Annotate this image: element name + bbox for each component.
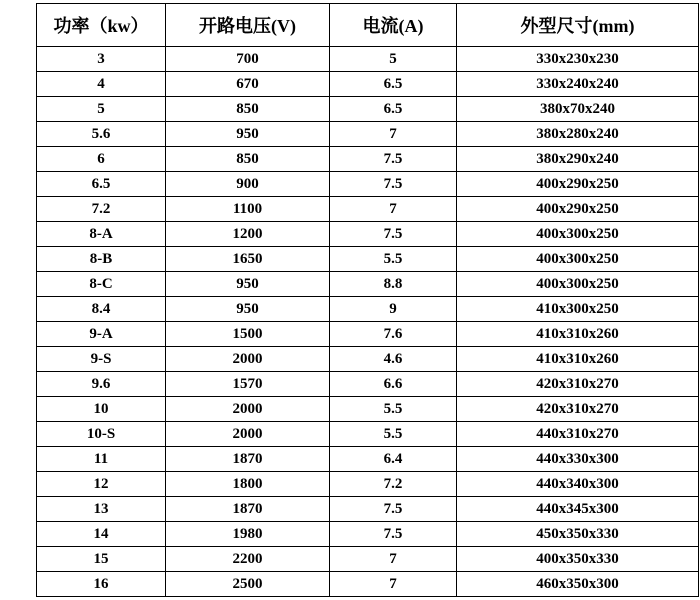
header-power: 功率（kw） <box>37 4 166 47</box>
cell-current: 6.6 <box>330 372 457 397</box>
cell-power: 10-S <box>37 422 166 447</box>
cell-voltage: 1980 <box>166 522 330 547</box>
table-body <box>37 47 699 597</box>
cell-current: 9 <box>330 297 457 322</box>
cell-dimensions: 380x280x240 <box>457 122 699 147</box>
cell-current: 6.5 <box>330 72 457 97</box>
table-row <box>37 72 699 97</box>
cell-dimensions: 440x340x300 <box>457 472 699 497</box>
cell-dimensions: 400x290x250 <box>457 172 699 197</box>
cell-current: 5 <box>330 47 457 72</box>
table-row <box>37 472 699 497</box>
cell-power: 13 <box>37 497 166 522</box>
cell-dimensions: 410x310x260 <box>457 322 699 347</box>
cell-power: 8.4 <box>37 297 166 322</box>
cell-dimensions: 400x300x250 <box>457 247 699 272</box>
cell-current: 8.8 <box>330 272 457 297</box>
table-row <box>37 222 699 247</box>
cell-dimensions: 330x230x230 <box>457 47 699 72</box>
table-row <box>37 322 699 347</box>
cell-power: 9-A <box>37 322 166 347</box>
table-row <box>37 447 699 472</box>
cell-power: 6.5 <box>37 172 166 197</box>
cell-voltage: 950 <box>166 272 330 297</box>
cell-current: 7 <box>330 572 457 597</box>
cell-voltage: 2000 <box>166 347 330 372</box>
cell-current: 7.5 <box>330 172 457 197</box>
table-row <box>37 122 699 147</box>
spec-table <box>36 3 699 597</box>
cell-dimensions: 420x310x270 <box>457 372 699 397</box>
header-dimensions: 外型尺寸(mm) <box>457 4 699 47</box>
cell-power: 9-S <box>37 347 166 372</box>
table-header <box>37 4 699 47</box>
cell-voltage: 950 <box>166 297 330 322</box>
cell-power: 5.6 <box>37 122 166 147</box>
header-current: 电流(A) <box>330 4 457 47</box>
table-row <box>37 172 699 197</box>
cell-dimensions: 400x290x250 <box>457 197 699 222</box>
cell-voltage: 2500 <box>166 572 330 597</box>
cell-power: 6 <box>37 147 166 172</box>
table-row <box>37 572 699 597</box>
cell-current: 7 <box>330 547 457 572</box>
cell-power: 8-B <box>37 247 166 272</box>
cell-current: 7.5 <box>330 222 457 247</box>
table-row <box>37 147 699 172</box>
cell-current: 7.2 <box>330 472 457 497</box>
cell-dimensions: 380x290x240 <box>457 147 699 172</box>
table-row <box>37 372 699 397</box>
cell-current: 7 <box>330 122 457 147</box>
cell-power: 11 <box>37 447 166 472</box>
cell-power: 5 <box>37 97 166 122</box>
cell-voltage: 2000 <box>166 422 330 447</box>
cell-power: 16 <box>37 572 166 597</box>
cell-power: 7.2 <box>37 197 166 222</box>
cell-dimensions: 400x300x250 <box>457 272 699 297</box>
cell-voltage: 1100 <box>166 197 330 222</box>
cell-power: 4 <box>37 72 166 97</box>
cell-dimensions: 400x300x250 <box>457 222 699 247</box>
cell-current: 4.6 <box>330 347 457 372</box>
cell-voltage: 1870 <box>166 497 330 522</box>
cell-dimensions: 330x240x240 <box>457 72 699 97</box>
table-row <box>37 197 699 222</box>
cell-dimensions: 410x300x250 <box>457 297 699 322</box>
table-row <box>37 422 699 447</box>
cell-voltage: 850 <box>166 97 330 122</box>
cell-voltage: 670 <box>166 72 330 97</box>
cell-voltage: 2000 <box>166 397 330 422</box>
cell-voltage: 850 <box>166 147 330 172</box>
header-open-circuit-voltage: 开路电压(V) <box>166 4 330 47</box>
cell-current: 7 <box>330 197 457 222</box>
cell-current: 6.5 <box>330 97 457 122</box>
cell-power: 8-C <box>37 272 166 297</box>
cell-power: 3 <box>37 47 166 72</box>
table-row <box>37 397 699 422</box>
table-row <box>37 272 699 297</box>
cell-voltage: 1650 <box>166 247 330 272</box>
cell-voltage: 1200 <box>166 222 330 247</box>
cell-voltage: 950 <box>166 122 330 147</box>
table-row <box>37 347 699 372</box>
cell-current: 7.5 <box>330 522 457 547</box>
cell-current: 7.5 <box>330 497 457 522</box>
cell-power: 14 <box>37 522 166 547</box>
cell-dimensions: 400x350x330 <box>457 547 699 572</box>
cell-voltage: 1800 <box>166 472 330 497</box>
cell-current: 7.6 <box>330 322 457 347</box>
table-row <box>37 547 699 572</box>
cell-dimensions: 420x310x270 <box>457 397 699 422</box>
table-row <box>37 297 699 322</box>
table-row <box>37 497 699 522</box>
table-row <box>37 47 699 72</box>
cell-current: 6.4 <box>330 447 457 472</box>
cell-dimensions: 440x330x300 <box>457 447 699 472</box>
cell-dimensions: 440x345x300 <box>457 497 699 522</box>
cell-dimensions: 460x350x300 <box>457 572 699 597</box>
header-row <box>37 4 699 47</box>
cell-current: 5.5 <box>330 247 457 272</box>
cell-power: 12 <box>37 472 166 497</box>
cell-power: 15 <box>37 547 166 572</box>
table-row <box>37 247 699 272</box>
cell-power: 9.6 <box>37 372 166 397</box>
cell-current: 5.5 <box>330 397 457 422</box>
cell-dimensions: 440x310x270 <box>457 422 699 447</box>
cell-dimensions: 380x70x240 <box>457 97 699 122</box>
cell-voltage: 1500 <box>166 322 330 347</box>
cell-dimensions: 410x310x260 <box>457 347 699 372</box>
table-row <box>37 97 699 122</box>
cell-power: 10 <box>37 397 166 422</box>
cell-power: 8-A <box>37 222 166 247</box>
cell-voltage: 700 <box>166 47 330 72</box>
cell-current: 5.5 <box>330 422 457 447</box>
cell-voltage: 1870 <box>166 447 330 472</box>
table-row <box>37 522 699 547</box>
cell-current: 7.5 <box>330 147 457 172</box>
cell-voltage: 2200 <box>166 547 330 572</box>
cell-voltage: 900 <box>166 172 330 197</box>
cell-dimensions: 450x350x330 <box>457 522 699 547</box>
cell-voltage: 1570 <box>166 372 330 397</box>
